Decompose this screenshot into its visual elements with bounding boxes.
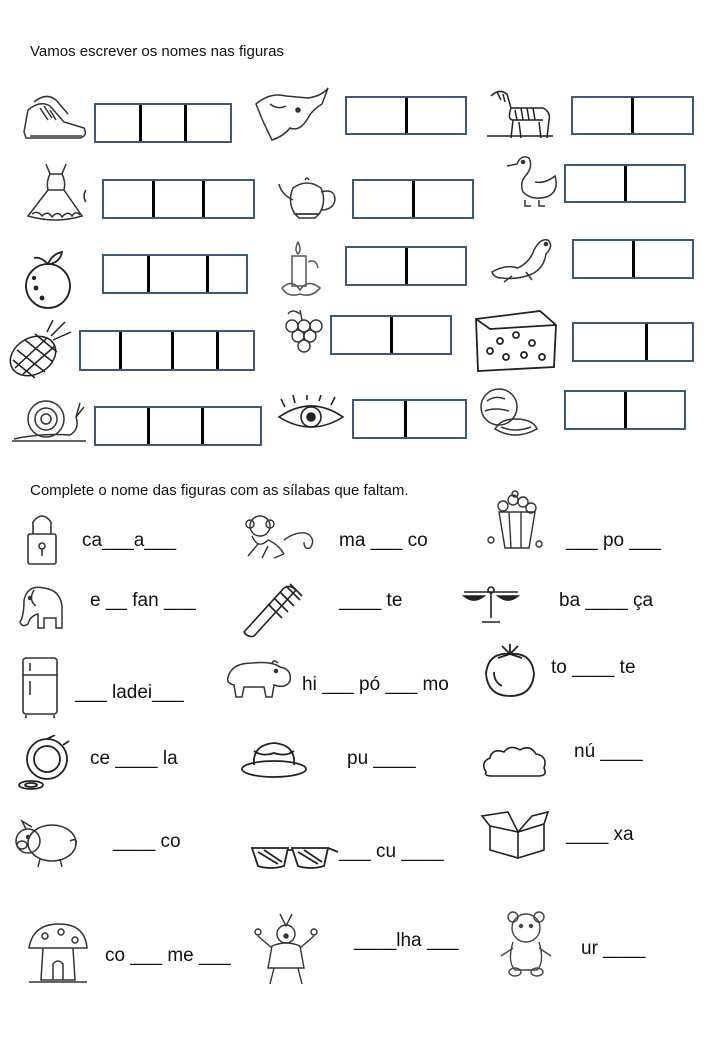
fill-in-hippo[interactable]: hi ___ pó ___ mo	[302, 674, 449, 695]
candle-icon	[278, 238, 326, 300]
fill-in-padlock[interactable]: ca___a___	[82, 530, 177, 551]
answer-boxes[interactable]	[352, 179, 474, 219]
answer-boxes[interactable]	[572, 322, 694, 362]
answer-boxes[interactable]	[564, 164, 686, 203]
pineapple-icon	[5, 320, 73, 380]
snail-icon	[10, 395, 88, 445]
cheese-icon	[470, 305, 560, 375]
dress-icon	[22, 160, 90, 225]
fill-in-pig[interactable]: ____ co	[113, 831, 181, 852]
scale-icon	[460, 582, 522, 626]
hippo-icon	[222, 655, 294, 701]
answer-boxes[interactable]	[564, 390, 686, 430]
mushroom-house-icon	[25, 920, 91, 986]
teddy-bear-icon	[495, 908, 557, 978]
cow-head-icon	[250, 84, 330, 144]
answer-boxes[interactable]	[572, 239, 694, 279]
duck-icon	[505, 152, 560, 210]
glasses-icon	[248, 838, 340, 874]
elephant-icon	[14, 578, 66, 633]
teapot-icon	[275, 170, 340, 222]
fridge-icon	[20, 655, 60, 719]
fill-in-mushroom-house[interactable]: co ___ me ___	[105, 945, 231, 966]
fill-in-clown[interactable]: ____lha ___	[354, 930, 459, 951]
fill-in-teddy-bear[interactable]: ur ____	[581, 938, 646, 959]
fill-in-pudding[interactable]: pu ____	[347, 748, 416, 769]
fill-in-scale[interactable]: ba ____ ça	[559, 590, 654, 611]
pudding-icon	[238, 735, 310, 783]
fill-in-tomato[interactable]: to ____ te	[551, 657, 636, 678]
zebra-icon	[485, 86, 555, 141]
answer-boxes[interactable]	[345, 96, 467, 135]
seal-icon	[488, 232, 558, 284]
answer-boxes[interactable]	[102, 179, 255, 219]
section2-title: Complete o nome das figuras com as sílabas que faltam.	[30, 482, 409, 499]
pig-icon	[12, 815, 82, 870]
fill-in-box[interactable]: ____ xa	[566, 824, 634, 845]
answer-boxes[interactable]	[94, 103, 232, 143]
fill-in-cloud[interactable]: nú ____	[574, 741, 643, 762]
box-icon	[478, 808, 550, 860]
coconut-icon	[475, 385, 545, 441]
answer-boxes[interactable]	[345, 246, 467, 286]
cloud-icon	[478, 742, 550, 782]
tomato-icon	[480, 642, 540, 700]
section1-title: Vamos escrever os nomes nas figuras	[30, 43, 284, 60]
fill-in-monkey[interactable]: ma ___ co	[339, 530, 428, 551]
fill-in-glasses[interactable]: ___ cu ____	[339, 841, 444, 862]
eye-icon	[275, 395, 347, 437]
answer-boxes[interactable]	[330, 315, 452, 355]
monkey-icon	[238, 510, 318, 560]
fill-in-fridge[interactable]: ___ ladei___	[75, 682, 184, 703]
sneakers-icon	[20, 92, 90, 144]
fill-in-onion[interactable]: ce ____ la	[90, 748, 178, 769]
answer-boxes[interactable]	[79, 330, 255, 371]
answer-boxes[interactable]	[94, 406, 262, 446]
answer-boxes[interactable]	[571, 96, 694, 135]
orange-icon	[22, 248, 77, 313]
fill-in-popcorn[interactable]: ___ po ___	[566, 530, 662, 551]
answer-boxes[interactable]	[102, 254, 248, 294]
fill-in-comb[interactable]: ____ te	[339, 590, 403, 611]
fill-in-elephant[interactable]: e __ fan ___	[90, 590, 196, 611]
comb-icon	[240, 578, 308, 638]
answer-boxes[interactable]	[352, 399, 467, 439]
grapes-icon	[278, 308, 326, 356]
clown-icon	[250, 910, 322, 988]
popcorn-icon	[485, 490, 545, 552]
padlock-icon	[25, 510, 59, 568]
onion-icon	[15, 735, 73, 793]
